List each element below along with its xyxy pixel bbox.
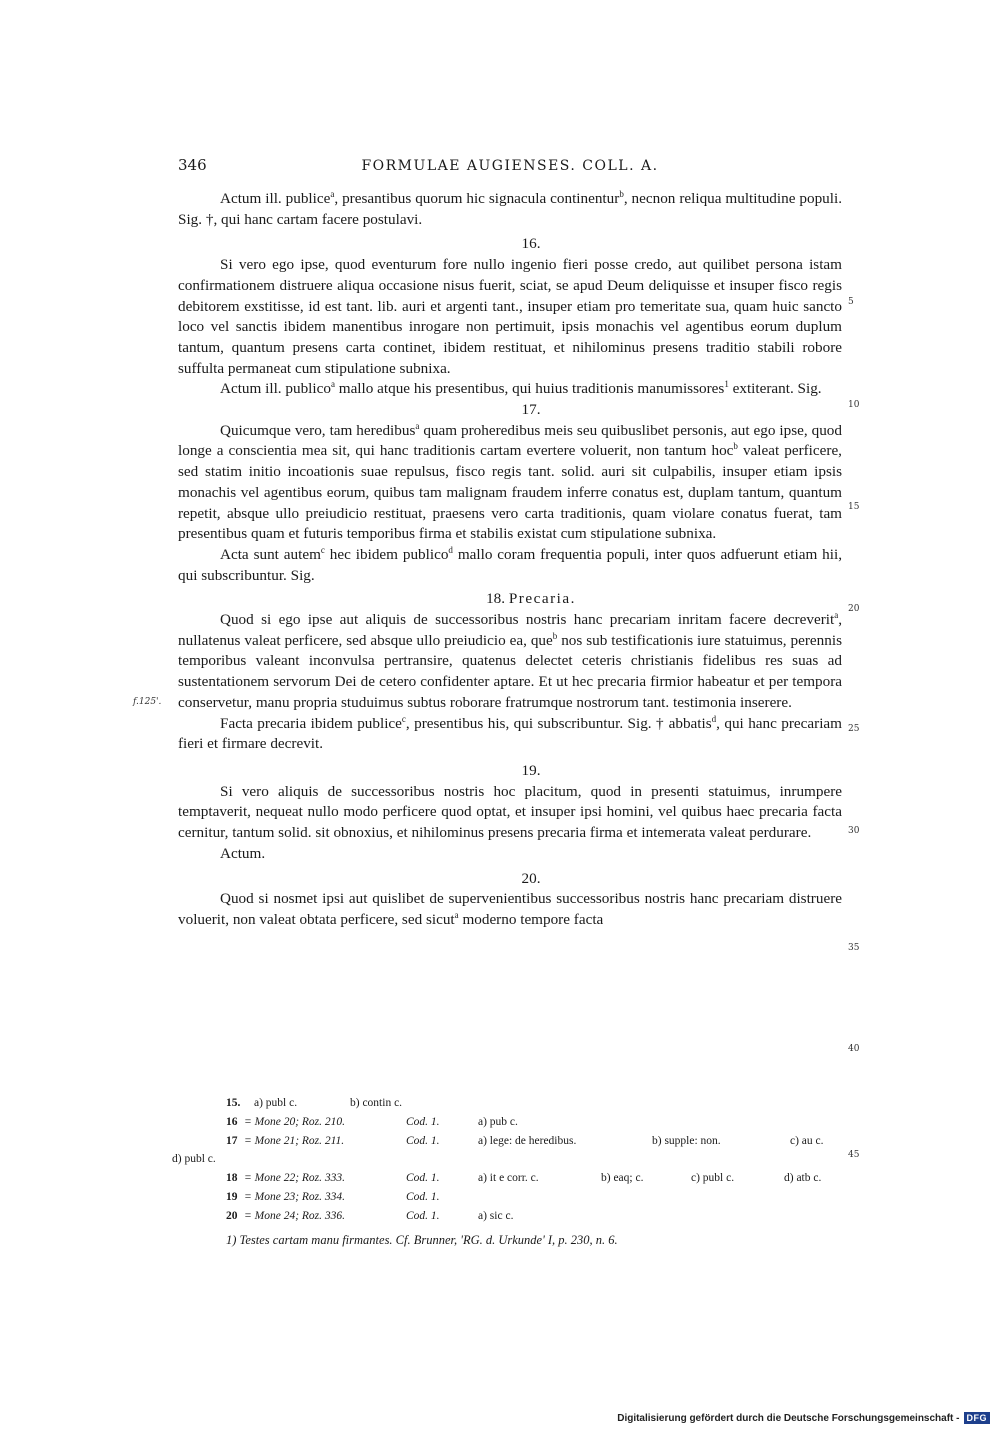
- section-heading-16: 16.: [521, 235, 541, 253]
- digitization-credit: [617, 1412, 990, 1424]
- apparatus-line-19: 19 = Mone 23; Roz. 334. Cod. 1.: [226, 1190, 440, 1203]
- section-heading-17: 17.: [521, 401, 541, 419]
- paragraph-17-acta: Acta sunt autem$^c$ hec ibidem publico$^d$ mallo coram frequentia populi, inter quos adfuerunt etiam hii, qui subscribuntur. Sig.: [178, 544, 842, 584]
- running-title: FORMULAE AUGIENSES. COLL. A.: [361, 158, 659, 174]
- dfg-logo: DFG: [964, 1412, 991, 1424]
- paragraph-18-facta: Facta precaria ibidem publice$^c$, presentibus his, qui subscribuntur. Sig. † abbatis$^d$, qui hanc precariam fieri et firmare decrevit.: [178, 713, 842, 753]
- line-number-35: 35: [848, 943, 860, 953]
- apparatus-line-15: 15. a) publ c. b) contin c.: [226, 1097, 403, 1109]
- footnote: 1) Testes cartam manu firmantes. Cf. Brunner, 'RG. d. Urkunde' I, p. 230, n. 6.: [226, 1233, 618, 1247]
- apparatus-line-20: 20 = Mone 24; Roz. 336. Cod. 1. a) sic c.: [226, 1209, 514, 1222]
- paragraph-16-actum: Actum ill. publico$^a$ mallo atque his presentibus, qui huius traditionis manumissores$^1$ extiterant. Sig.: [220, 379, 822, 398]
- page-number: 346: [178, 156, 207, 174]
- apparatus-line-18: 18 = Mone 22; Roz. 333. Cod. 1. a) it e corr. c. b) eaq; c. c) publ c. d) atb c.: [226, 1172, 822, 1185]
- credit-text: Digitalisierung gefördert durch die Deutsche Forschungsgemeinschaft -: [617, 1412, 960, 1424]
- page-header: [178, 156, 842, 176]
- line-number-10: 10: [848, 400, 860, 410]
- line-number-15: 15: [848, 502, 860, 512]
- apparatus-line-16: 16 = Mone 20; Roz. 210. Cod. 1. a) pub c.: [226, 1115, 518, 1128]
- paragraph-20-main: Quod si nosmet ipsi aut quislibet de supervenientibus successoribus nostris hanc precariam distruere voluerit, non valeat obtata perficere, sed sicut$^a$ moderno tempore facta: [178, 890, 842, 928]
- apparatus-line-17: 17 = Mone 21; Roz. 211. Cod. 1. a) lege: de heredibus. b) supple: non. c) au c.: [226, 1134, 824, 1147]
- section-heading-18: 18. Precaria.: [486, 590, 576, 608]
- line-number-45: 45: [848, 1150, 860, 1160]
- paragraph-15-actum: Actum ill. publice$^a$, presantibus quorum hic signacula continentur$^b$, necnon reliqua multitudine populi. Sig. †, qui hanc cartam facere postulavi.: [178, 188, 842, 228]
- line-number-25: 25: [848, 724, 860, 734]
- line-number-30: 30: [848, 826, 860, 836]
- paragraph-19-main: Si vero aliquis de successoribus nostris hoc placitum, quod in presenti statuimus, inrumpere temptaverit, nequeat nullo modo perficere quod optat, et insuper ipsi homini, vel quibus haec precaria facta cernitur, tantum solid. sit obnoxius, et nihilominus presens precaria firma et intemerata valeat perdurare.: [178, 782, 842, 842]
- main-text: [178, 189, 842, 931]
- line-number-20: 20: [848, 604, 860, 614]
- paragraph-19-actum: Actum.: [220, 844, 266, 862]
- paragraph-18-main: Quod si ego ipse aut aliquis de successoribus nostris hanc precariam inritam facere decreverit$^a$, nullatenus valeat perficere, sed absque ullo preiudicio ea, que$^b$ nos sub testificationis iure statuimus, perennis temporibus valeant inconvulsa pertransire, quatenus delectet ceteris christianis fidelibus res suas ad sustentationem servorum Dei de cetero confidenter aptare. Et ut hec precaria firmior habeatur et per tempora conservetur, manu propria studuimus subtus roborare fratrumque nostrorum tant. testimonia inserere.: [178, 610, 842, 711]
- paragraph-16-main: Si vero ego ipse, quod eventurum fore nullo ingenio fieri posse credo, aut quilibet persona istam confirmationem distruere aliqua occasione nisus fuerit, sciat, se apud Deum deliquisse et insuper fisco regis debitorem exstitisse, id est tant. lib. auri et argenti tant., insuper etiam pro temeritate sua, quam huic sancto loco vel sanctis ibidem manentibus inrogare non pertimuit, ipsis monachis vel agentibus eorum duplum tantum, quantum presens carta continet, ibidem restituat, et nihilominus presens traditio stabili robore suffulta permaneat cum stipulatione subnixa.: [178, 256, 842, 377]
- apparatus-line-17-cont: d) publ c.: [172, 1153, 216, 1166]
- folio-note: f.125'.: [133, 697, 162, 707]
- section-heading-19: 19.: [521, 761, 541, 779]
- critical-apparatus: [172, 1094, 842, 1226]
- paragraph-17-main: Quicumque vero, tam heredibus$^a$ quam proheredibus meis seu quibuslibet personis, aut ego ipse, quod longe a conscientia mea sit, qui hanc traditionis cartam evertere voluerit, non tantum hoc$^b$ valeat perficere, sed statim initio incoationis suae repulsus, fisco regis tant. solid. auri sit culpabilis, insuper etiam ipsis monachis vel agentibus eorum, quibus tam malignam fraudem inferre conatus est, duplam tantum, quantum repetit, absque ullo preiudicio restituat, praesens vero carta traditionis, quam violare conatus fuerat, tam presentibus quam et futuris temporibus firma et stabilis existat cum stipulatione subnixa.: [178, 420, 842, 543]
- section-heading-20: 20.: [521, 869, 541, 887]
- line-number-40: 40: [848, 1044, 860, 1054]
- line-number-5: 5: [848, 297, 854, 307]
